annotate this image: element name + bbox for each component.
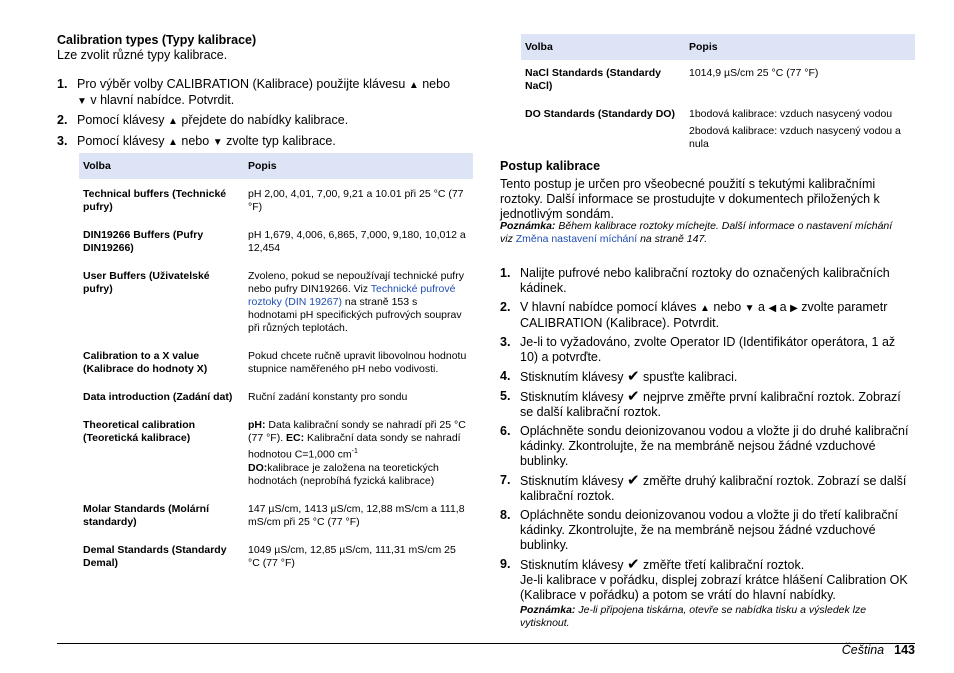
table-header-row bbox=[79, 153, 473, 180]
confirm-icon: ✔ bbox=[626, 556, 640, 573]
table-row: Demal Standards (Standardy Demal) 1049 µS/cm, 12,85 µS/cm, 111,31 mS/cm 25 °C (77 °F) bbox=[79, 537, 473, 578]
table-row: Calibration to a X value (Kalibrace do hodnoty X) Pokud chcete ručně upravit libovolnou hodnotu stupnice naměřeného pH nebo vodivosti. bbox=[79, 344, 473, 385]
list-item: 1. Nalijte pufrové nebo kalibrační roztoky do označených kalibračních kádinek. bbox=[500, 266, 890, 295]
table-row: Technical buffers (Technické pufry) pH 2,00, 4,01, 7,00, 9,21 a 10.01 při 25 °C (77 °F) bbox=[79, 180, 473, 223]
section-heading: Postup kalibrace bbox=[500, 159, 601, 173]
up-arrow-icon: ▲ bbox=[168, 116, 178, 127]
column-header: Volba bbox=[521, 34, 685, 61]
list-item: 5. Stisknutím klávesy ✔ nejprve změřte první kalibrační roztok. Zobrazí se další kalibrační roztok. bbox=[500, 388, 901, 419]
footer-language: Čeština bbox=[841, 643, 885, 657]
table-header-row bbox=[521, 34, 915, 61]
column-header: Popis bbox=[244, 153, 473, 180]
list-item: 1. Pro výběr volby CALIBRATION (Kalibrace) použijte klávesu ▲ nebo ▼ v hlavní nabídce. Potvrdit. bbox=[57, 77, 451, 107]
cross-reference-link[interactable]: Změna nastavení míchání bbox=[515, 233, 638, 245]
up-arrow-icon: ▲ bbox=[699, 303, 710, 314]
steps-list bbox=[57, 77, 473, 150]
section-heading: Calibration types (Typy kalibrace) bbox=[57, 33, 257, 47]
procedure-steps bbox=[500, 266, 915, 630]
table-row: DO Standards (Standardy DO) 1bodová kalibrace: vzduch nasycený vodou 2bodová kalibrace: vzduch nasycený vodou a nula bbox=[521, 102, 915, 160]
note: Poznámka: Je-li připojena tiskárna, otevře se nabídka tisku a výsledek lze vytisknout. bbox=[520, 604, 867, 629]
list-item: 4. Stisknutím klávesy ✔ spusťte kalibraci. bbox=[500, 368, 738, 385]
table-row: Theoretical calibration (Teoretická kalibrace) pH: Data kalibrační sondy se nahradí při 25 °C (77 °F). EC: Kalibrační data sondy se nahradí hodnotou C=1,000 $cm^{-1}$ DO:kalibrace je založena na teoretických hodnotách (neprobíhá fyzická kalibrace) bbox=[79, 413, 473, 497]
calibration-types-table bbox=[79, 153, 473, 578]
down-arrow-icon: ▼ bbox=[77, 96, 87, 107]
confirm-icon: ✔ bbox=[626, 472, 640, 489]
left-arrow-icon: ◀ bbox=[768, 303, 777, 314]
up-arrow-icon: ▲ bbox=[408, 80, 419, 91]
list-item: 2. V hlavní nabídce pomocí kláves ▲ nebo ▼ a ◀ a ▶ zvolte parametr CALIBRATION (Kalibrace). Potvrdit. bbox=[500, 300, 888, 330]
table-row: Molar Standards (Molární standardy) 147 µS/cm, 1413 µS/cm, 12,88 mS/cm a 111,8 mS/cm při 25 °C (77 °F) bbox=[79, 496, 473, 537]
table-row: DIN19266 Buffers (Pufry DIN19266) pH 1,679, 4,006, 6,865, 7,000, 9,180, 10,012 a 12,454 bbox=[79, 223, 473, 264]
up-arrow-icon: ▲ bbox=[168, 137, 178, 148]
intro-text: Lze zvolit různé typy kalibrace. bbox=[57, 48, 228, 62]
page-footer bbox=[842, 643, 915, 657]
confirm-icon: ✔ bbox=[626, 388, 640, 405]
page-number: 143 bbox=[894, 643, 915, 657]
intro-text: Tento postup je určen pro všeobecné použití s tekutými kalibračními roztoky. Další informace se prostudujte v dokumentech přiložených k jednotlivým sondám. bbox=[500, 177, 880, 221]
list-item: 3. Je-li to vyžadováno, zvolte Operator ID (Identifikátor operátora, 1 až 10) a potvrďte. bbox=[500, 335, 896, 364]
confirm-icon: ✔ bbox=[626, 368, 640, 385]
table-row: Data introduction (Zadání dat) Ruční zadání konstanty pro sondu bbox=[79, 385, 473, 413]
down-arrow-icon: ▼ bbox=[212, 137, 223, 148]
note: Poznámka: Během kalibrace roztoky míchejte. Další informace o nastavení míchání viz Změna nastavení míchání na straně 147. bbox=[500, 220, 893, 245]
right-arrow-icon: ▶ bbox=[790, 303, 798, 314]
list-item: 2. Pomocí klávesy ▲ přejdete do nabídky kalibrace. bbox=[57, 113, 349, 127]
column-header: Volba bbox=[79, 153, 244, 180]
footer-divider bbox=[57, 643, 915, 644]
down-arrow-icon: ▼ bbox=[744, 303, 755, 314]
cross-reference-link[interactable]: Technické pufrové roztoky (DIN 19267) bbox=[248, 283, 456, 308]
column-header: Popis bbox=[685, 34, 915, 61]
list-item: 6. Opláchněte sondu deionizovanou vodou a vložte ji do druhé kalibrační kádinky. Zkontrolujte, že na membráně nejsou žádné vzduchové bublinky. bbox=[500, 424, 909, 468]
list-item: 3. Pomocí klávesy ▲ nebo ▼ zvolte typ kalibrace. bbox=[57, 134, 336, 148]
list-item: 9. Stisknutím klávesy ✔ změřte třetí kalibrační roztok. Je-li kalibrace v pořádku, displej zobrazí krátce hlášení Calibration OK (Kalibrace v pořádku) a potom se vrátí do hlavní nabídky. Poznámka: Je-li připojena tiskárna, otevře se nabídka tisku a výsledek lze vytisknout. bbox=[500, 557, 915, 630]
table-row: User Buffers (Uživatelské pufry) Zvoleno, pokud se nepoužívají technické pufry nebo pufry DIN19266. Viz Technické pufrové roztoky (DIN 19267) na straně 153 s hodnotami pH specifických pufrových souprav při různých teplotách. bbox=[79, 264, 473, 344]
list-item: 7. Stisknutím klávesy ✔ změřte druhý kalibrační roztok. Zobrazí se další kalibrační roztok. bbox=[500, 472, 907, 503]
list-item: 8. Opláchněte sondu deionizovanou vodou a vložte ji do třetí kalibrační kádinky. Zkontrolujte, že na membráně nejsou žádné vzduchové bublinky. bbox=[500, 508, 899, 552]
table-row: NaCl Standards (Standardy NaCl) 1014,9 µS/cm 25 °C (77 °F) bbox=[521, 61, 915, 102]
calibration-standards-table bbox=[521, 34, 915, 159]
